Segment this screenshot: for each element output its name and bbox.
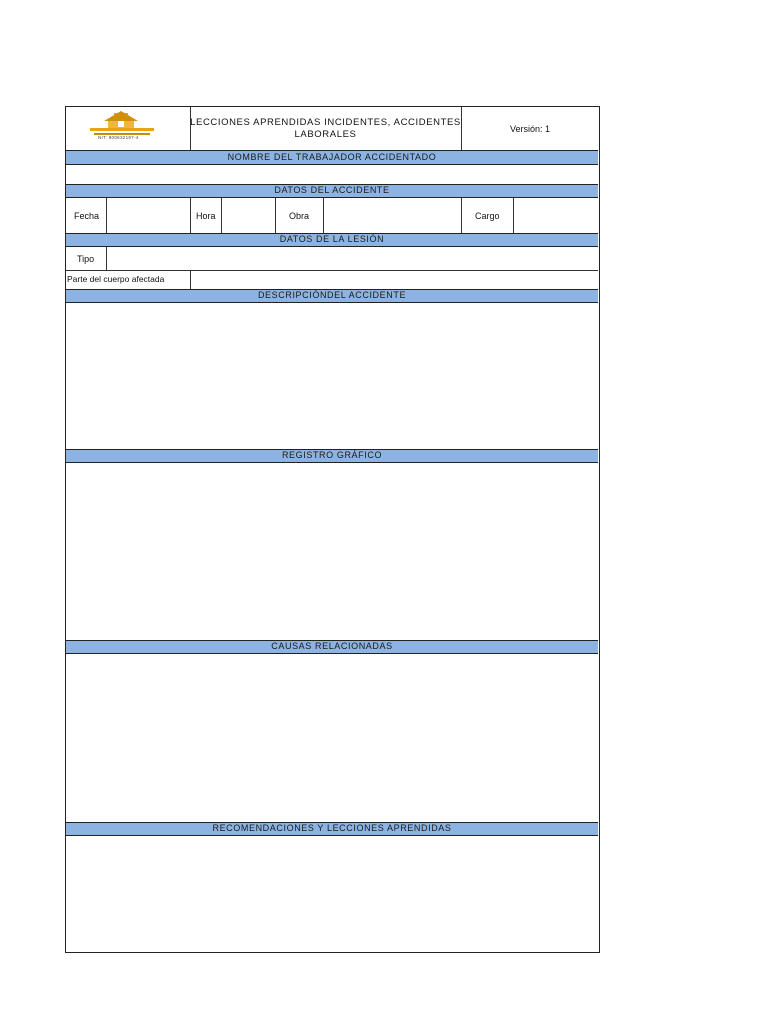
- causes-field[interactable]: [66, 654, 598, 822]
- section-description: DESCRIPCIÓNDEL ACCIDENTE: [66, 289, 598, 303]
- time-field[interactable]: [222, 198, 275, 234]
- section-injury-data: DATOS DE LA LESIÓN: [66, 233, 598, 247]
- company-logo-icon: [68, 109, 178, 147]
- date-label: Fecha: [74, 211, 100, 221]
- description-field[interactable]: [66, 303, 598, 449]
- section-accident-data: DATOS DEL ACCIDENTE: [66, 184, 598, 198]
- site-label: Obra: [289, 211, 310, 221]
- form-title: LECCIONES APRENDIDAS INCIDENTES, ACCIDENTES LABORALES: [190, 116, 461, 140]
- section-graphic-record: REGISTRO GRÁFICO: [66, 449, 598, 463]
- body-part-field[interactable]: [191, 270, 598, 289]
- section-worker-name: NOMBRE DEL TRABAJADOR ACCIDENTADO: [66, 150, 598, 165]
- accident-report-form: [65, 106, 600, 953]
- role-label: Cargo: [475, 211, 500, 221]
- role-field[interactable]: [514, 198, 598, 234]
- logo-caption: NIT: 900632197-4: [98, 135, 139, 140]
- worker-name-field[interactable]: [66, 165, 598, 184]
- injury-type-field[interactable]: [107, 247, 598, 270]
- time-label: Hora: [196, 211, 216, 221]
- recommendations-field[interactable]: [66, 836, 598, 951]
- section-causes: CAUSAS RELACIONADAS: [66, 640, 598, 654]
- graphic-record-field[interactable]: [66, 463, 598, 640]
- body-part-label: Parte del cuerpo afectada: [67, 274, 165, 284]
- date-field[interactable]: [107, 198, 190, 234]
- version-label: Versión: 1: [509, 123, 551, 134]
- type-label: Tipo: [77, 254, 95, 264]
- logo: [66, 107, 190, 150]
- section-recommendations: RECOMENDACIONES Y LECCIONES APRENDIDAS: [66, 822, 598, 836]
- site-field[interactable]: [324, 198, 461, 234]
